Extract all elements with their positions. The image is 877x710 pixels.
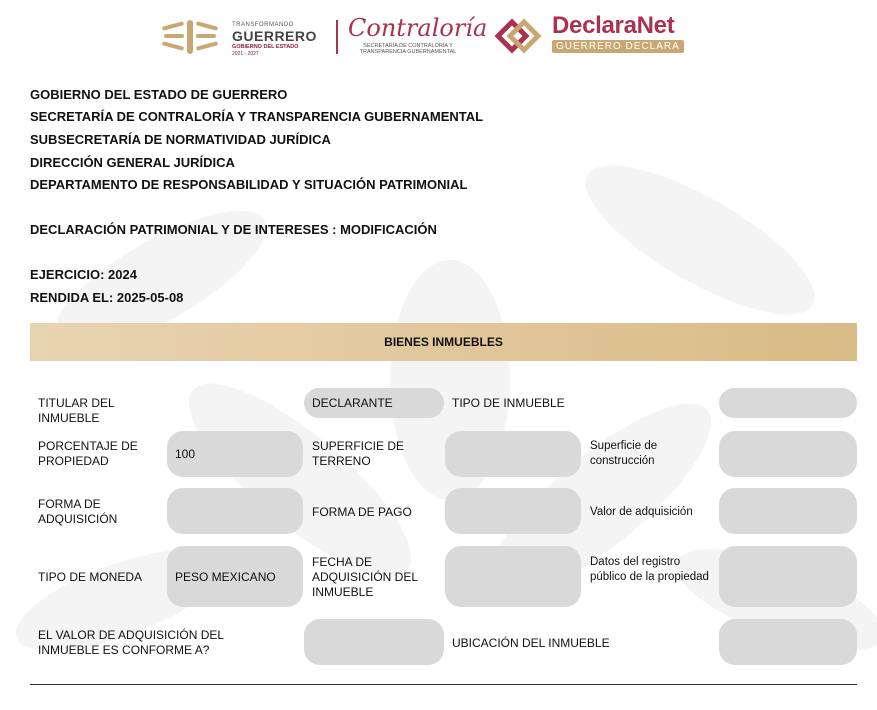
- label-valor-adquisicion: Valor de adquisición: [590, 506, 693, 518]
- contraloria-title: Contraloría: [348, 14, 488, 42]
- field-forma-pago: [445, 488, 581, 534]
- section-title: BIENES INMUEBLES: [384, 335, 503, 349]
- field-superficie-terreno: [445, 431, 581, 477]
- ejercicio: EJERCICIO: 2024: [30, 267, 137, 282]
- rendida-el: RENDIDA EL: 2025-05-08: [30, 290, 184, 305]
- field-fecha-adquisicion: [445, 546, 581, 607]
- label-titular: TITULAR DEL INMUEBLE: [38, 396, 115, 425]
- field-tipo-inmueble: [719, 388, 857, 418]
- contraloria-subtitle: SECRETARÍA DE CONTRALORÍA Y TRANSPARENCIA GUBERNAMENTAL: [359, 43, 457, 56]
- field-superficie-construccion: [719, 431, 857, 477]
- label-tipo-moneda: TIPO DE MONEDA: [38, 570, 143, 584]
- label-porcentaje: PORCENTAJE DE PROPIEDAD: [38, 439, 138, 468]
- label-valor-conforme: EL VALOR DE ADQUISICIÓN DEL INMUEBLE ES CONFORME A?: [38, 628, 224, 657]
- label-forma-pago: FORMA DE PAGO: [312, 505, 412, 519]
- field-titular: DECLARANTE: [304, 388, 444, 418]
- label-fecha-adquisicion: FECHA DE ADQUISICIÓN DEL INMUEBLE: [312, 555, 418, 599]
- field-valor-conforme: [304, 619, 444, 665]
- logo-divider: [336, 20, 338, 54]
- label-registro-publico: Datos del registro público de la propiedad: [590, 556, 709, 583]
- header-line-subsecretaria: SUBSECRETARÍA DE NORMATIVIDAD JURÍDICA: [30, 132, 331, 147]
- field-porcentaje: 100: [167, 431, 303, 477]
- section-header-bienes-inmuebles: [30, 323, 857, 361]
- guerrero-years: 2021 - 2027: [232, 50, 259, 57]
- label-superficie-construccion: Superficie de construcción: [590, 440, 658, 467]
- field-valor-adquisicion: [719, 488, 857, 534]
- header-logos: [160, 14, 740, 60]
- label-superficie-terreno: SUPERFICIE DE TERRENO: [312, 439, 405, 468]
- label-ubicacion: UBICACIÓN DEL INMUEBLE: [452, 636, 610, 650]
- header-line-direccion: DIRECCIÓN GENERAL JURÍDICA: [30, 155, 235, 170]
- guerrero-emblem-icon: [160, 18, 220, 56]
- bottom-divider: [30, 684, 857, 685]
- guerrero-tagline: TRANSFORMANDO: [232, 22, 294, 28]
- header-line-gobierno: GOBIERNO DEL ESTADO DE GUERRERO: [30, 87, 288, 102]
- field-forma-adquisicion: [167, 488, 303, 534]
- header-line-secretaria: SECRETARÍA DE CONTRALORÍA Y TRANSPARENCIA GUBERNAMENTAL: [30, 109, 484, 124]
- label-forma-adquisicion: FORMA DE ADQUISICIÓN: [38, 497, 118, 526]
- field-registro-publico: [719, 546, 857, 607]
- header-line-departamento: DEPARTAMENTO DE RESPONSABILIDAD Y SITUACIÓN PATRIMONIAL: [30, 177, 468, 192]
- declaranet-badge: GUERRERO DECLARA: [552, 40, 684, 53]
- declaration-type: DECLARACIÓN PATRIMONIAL Y DE INTERESES : MODIFICACIÓN: [30, 222, 437, 237]
- declaranet-knot-icon: [492, 16, 544, 56]
- label-tipo-inmueble: TIPO DE INMUEBLE: [452, 396, 565, 410]
- guerrero-name: GUERRERO: [232, 28, 317, 44]
- field-ubicacion: [719, 619, 857, 665]
- declaranet-title: DeclaraNet: [552, 12, 675, 39]
- field-tipo-moneda: PESO MEXICANO: [167, 546, 303, 607]
- guerrero-subtitle: GOBIERNO DEL ESTADO: [232, 44, 299, 50]
